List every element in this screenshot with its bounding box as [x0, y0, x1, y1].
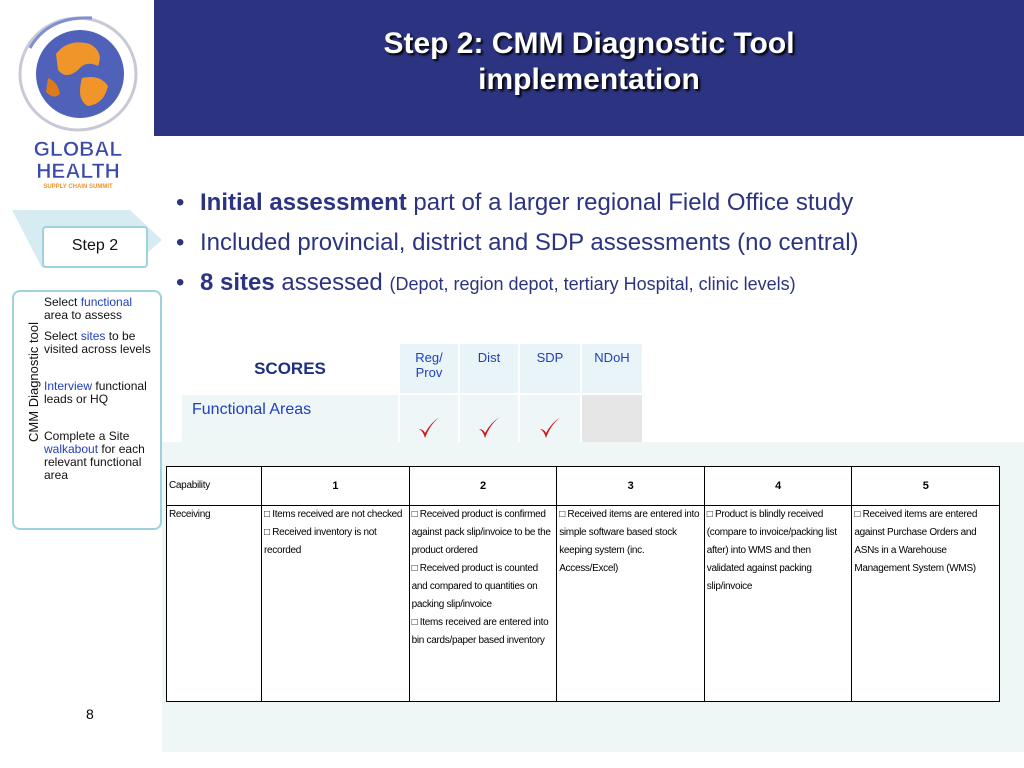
col-header-level-5: 5: [852, 467, 1000, 506]
bullet-dot-icon: •: [176, 229, 185, 256]
bullet-list: [172, 188, 1012, 309]
left-item-walkabout: Complete a Site walkabout for each relevant functional area: [44, 429, 145, 482]
score-col-dist: Dist: [459, 343, 519, 394]
col-header-level-2: 2: [409, 467, 557, 506]
cell-level-2: □ Received product is confirmed against pack slip/invoice to be the product ordered □ Received product is counted and compared to quantities on packing slip/invoice □ Items received are entered into bin cards/paper based inventory: [409, 506, 557, 702]
scores-table: [180, 342, 644, 454]
bullet-item: • Initial assessment part of a larger regional Field Office study: [176, 189, 854, 216]
checkmark-icon: [537, 414, 563, 442]
functional-areas-label: Functional Areas: [181, 394, 399, 453]
logo-text-summit: SUPPLY CHAIN SUMMIT: [43, 184, 113, 188]
bullet-dot-icon: •: [176, 269, 185, 296]
cell-level-5: □ Received items are entered against Purchase Orders and ASNs in a Warehouse Management System (WMS): [852, 506, 1000, 702]
cell-level-1: □ Items received are not checked □ Received inventory is not recorded: [262, 506, 410, 702]
col-header-level-1: 1: [262, 467, 410, 506]
left-item-interview: Interview functional leads or HQ: [44, 379, 147, 406]
score-col-reg-prov: Reg/ Prov: [399, 343, 459, 394]
col-header-level-3: 3: [557, 467, 705, 506]
scores-label: SCORES: [181, 343, 399, 394]
cmm-diagnostic-panel: [12, 290, 162, 530]
table-header-row: [167, 467, 1000, 506]
score-col-ndoh: NDoH: [581, 343, 643, 394]
logo-text-global: GLOBAL: [33, 138, 123, 161]
score-col-sdp: SDP: [519, 343, 581, 394]
table-row: [167, 506, 1000, 702]
col-header-capability: Capability: [167, 467, 262, 506]
cell-level-3: □ Received items are entered into simple software based stock keeping system (inc. Access/Excel): [557, 506, 705, 702]
col-header-level-4: 4: [704, 467, 852, 506]
cell-level-4: □ Product is blindly received (compare to invoice/packing list after) into WMS and then validated against packing slip/invoice: [704, 506, 852, 702]
page-number: 8: [86, 706, 94, 722]
global-health-logo: [8, 8, 148, 188]
slide-title: [154, 26, 1024, 98]
slide-title-line-2: implementation: [478, 63, 700, 96]
capability-table: [166, 466, 1000, 702]
left-item-select-functional: Select functional area to assess: [44, 295, 133, 322]
left-item-select-sites: Select sites to be visited across levels: [44, 329, 151, 356]
slide-title-line-1: Step 2: CMM Diagnostic Tool: [383, 27, 795, 60]
title-banner: [154, 0, 1024, 136]
vertical-label: CMM Diagnostic tool: [26, 322, 41, 442]
bullet-item: • Included provincial, district and SDP assessments (no central): [176, 229, 859, 256]
bullet-dot-icon: •: [176, 189, 185, 216]
checkmark-icon: [416, 414, 442, 442]
logo-text-health: HEALTH: [36, 160, 120, 183]
checkmark-icon: [476, 414, 502, 442]
step-label: Step 2: [42, 226, 148, 268]
bullet-item: • 8 sites assessed (Depot, region depot, tertiary Hospital, clinic levels): [176, 269, 796, 296]
row-label-receiving: Receiving: [167, 506, 262, 702]
